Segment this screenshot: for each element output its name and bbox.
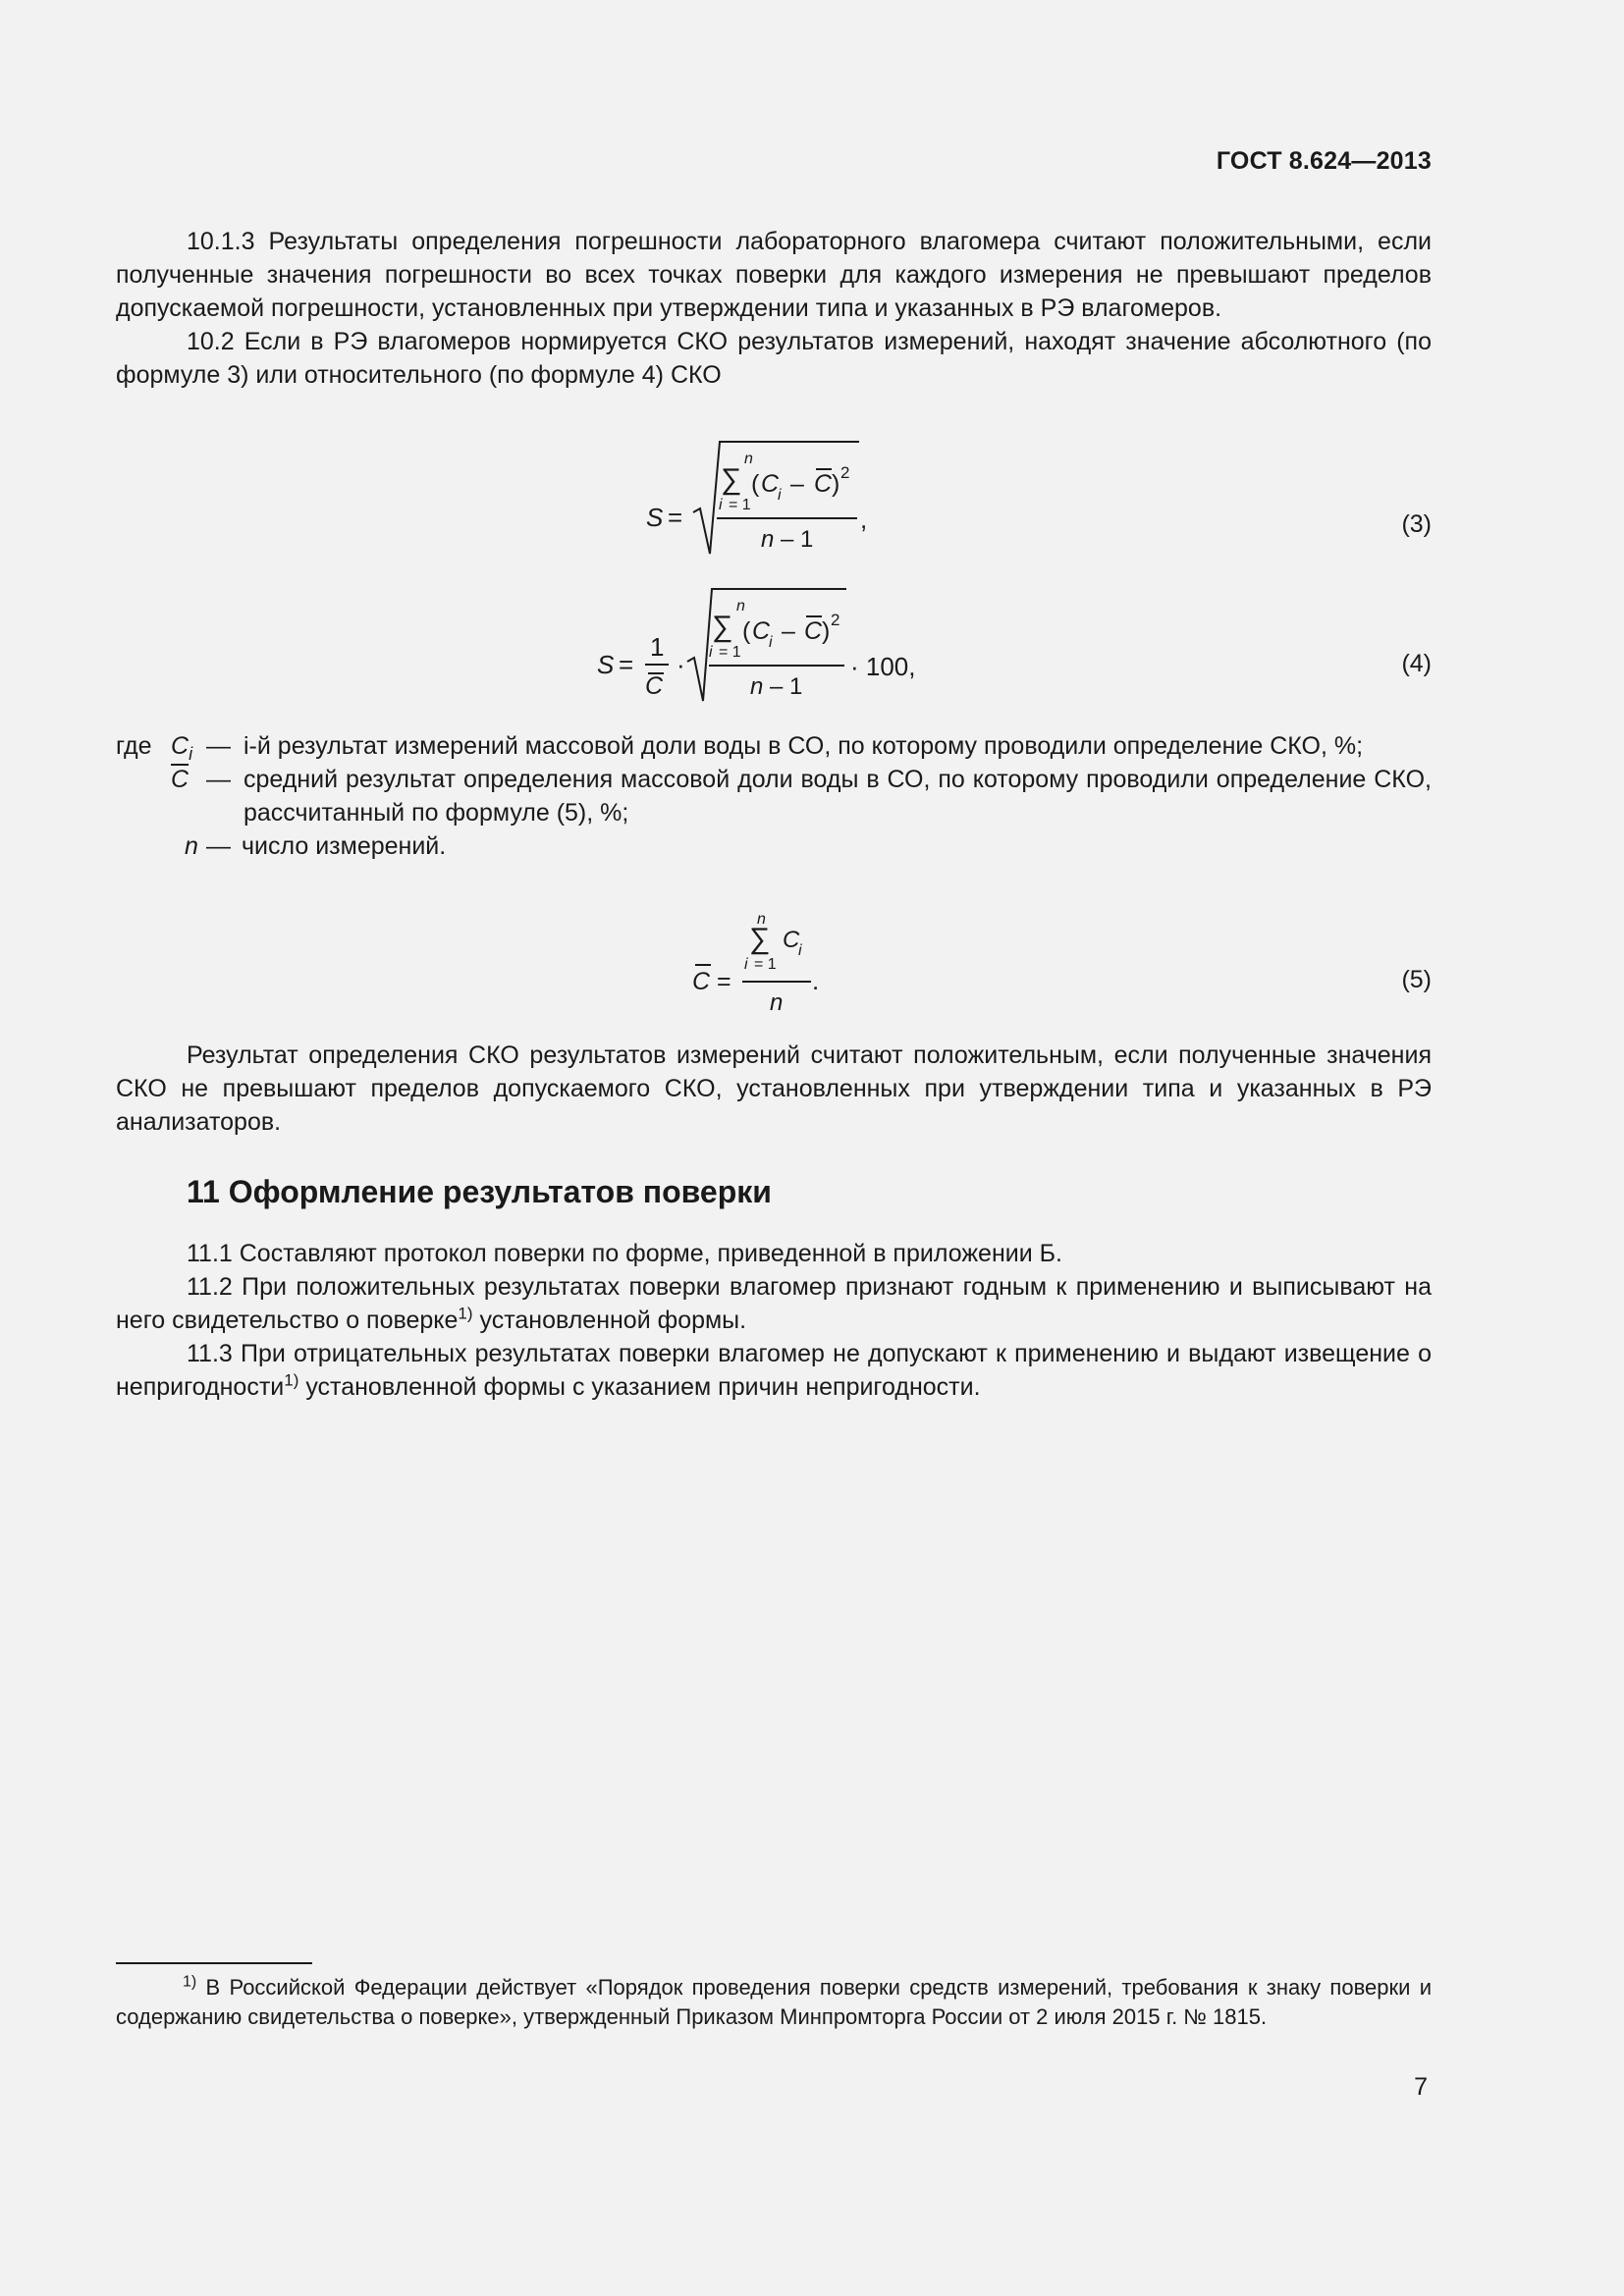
svg-text:– 1: – 1 (781, 526, 814, 553)
footnote-ref[interactable]: 1) (458, 1304, 473, 1323)
svg-text:=: = (619, 650, 634, 679)
svg-text:i: i (719, 497, 723, 513)
symbol-c-mean: $\overline{C}$ (171, 766, 189, 793)
dash: — (206, 732, 231, 760)
svg-text:2: 2 (831, 611, 840, 629)
where-prefix: где (116, 732, 152, 760)
svg-text:2: 2 (840, 463, 850, 482)
svg-text:i: i (769, 634, 773, 651)
svg-text:): ) (822, 617, 831, 645)
symbol-ci: $C_i$ (171, 732, 193, 764)
dash: — (206, 766, 231, 793)
footnote-divider (116, 1962, 312, 1964)
paragraph-result-wrap (116, 1039, 1432, 1139)
dash: — (206, 832, 231, 860)
footnote-ref[interactable]: 1) (284, 1370, 299, 1390)
svg-text:(: ( (751, 470, 760, 498)
document-code: ГОСТ 8.624—2013 (1216, 147, 1432, 175)
paragraph-10-1-3: 10.1.3 Результаты определения погрешности лабораторного влагомера считают положительными, если полученные значения погрешности во всех точках поверки для каждого измерения не превышают пределов допускаемой погрешности, установленных при утверждении типа и указанных в РЭ влагомеров. (116, 228, 1432, 322)
paragraphs-11 (116, 1237, 1432, 1404)
svg-text:C: C (645, 672, 664, 700)
svg-text:=: = (668, 503, 683, 532)
section-11-title: 11 Оформление результатов поверки (187, 1174, 772, 1209)
svg-text:C: C (752, 617, 771, 645)
svg-text:n: n (750, 673, 764, 700)
svg-text:(: ( (742, 617, 751, 645)
svg-text:i: i (798, 942, 802, 959)
formula-3 (0, 432, 1624, 569)
where-desc-ci: i-й результат измерений массовой доли воды в СО, по которому проводили определение СКО, %; (244, 732, 1364, 760)
footnote-text: В Российской Федерации действует «Порядок проведения поверки средств измерений, требования к знаку поверки и содержанию свидетельства о поверке», утвержденный Приказом Минпромторга России от 2 июля 2015 г. № 1815. (116, 1975, 1432, 2029)
svg-text:S: S (646, 503, 664, 532)
svg-text:C: C (804, 617, 823, 645)
formula-5 (0, 903, 1624, 1021)
svg-text:∑: ∑ (712, 611, 733, 643)
svg-text:,: , (860, 505, 868, 534)
svg-text:C: C (814, 470, 833, 498)
svg-text:i: i (744, 956, 748, 973)
svg-text:.: . (812, 966, 820, 995)
where-item-ci (116, 729, 1432, 763)
formula-4 (0, 579, 1624, 717)
svg-text:n: n (761, 526, 775, 553)
paragraphs-10 (116, 225, 1432, 392)
formula-4-number: (4) (1401, 650, 1432, 677)
symbol-n: n (185, 832, 198, 860)
svg-text:·: · (677, 650, 685, 679)
footnote-mark: 1) (183, 1973, 197, 1991)
formula-4-graphic (0, 579, 1624, 717)
page-number: 7 (1414, 2073, 1428, 2101)
paragraph-result: Результат определения СКО результатов измерений считают положительным, если полученные значения СКО не превышают пределов допускаемого СКО, установленных при утверждении типа и указанных в РЭ анализаторов. (116, 1041, 1432, 1136)
svg-text:1: 1 (650, 632, 665, 662)
svg-text:= 1: = 1 (729, 497, 751, 513)
svg-text:∑: ∑ (749, 923, 771, 955)
svg-text:i: i (778, 487, 782, 504)
paragraph-11-1: 11.1 Составляют протокол поверки по форме, приведенной в приложении Б. (187, 1240, 1062, 1267)
footnote (116, 1973, 1432, 2032)
svg-text:–: – (790, 470, 804, 498)
formula-3-graphic (0, 432, 1624, 569)
svg-text:S: S (597, 650, 615, 679)
svg-text:· 100,: · 100, (850, 652, 916, 681)
paragraph-10-2: 10.2 Если в РЭ влагомеров нормируется СКО результатов измерений, находят значение абсолютного (по формуле 3) или относительного (по формуле 4) СКО (116, 328, 1432, 389)
svg-text:): ) (832, 470, 840, 498)
svg-text:C: C (761, 470, 780, 498)
formula-5-graphic (0, 903, 1624, 1021)
where-item-n (116, 829, 1432, 863)
svg-text:– 1: – 1 (770, 673, 803, 700)
svg-text:= 1: = 1 (754, 956, 777, 973)
formula-5-number: (5) (1401, 966, 1432, 993)
svg-text:n: n (757, 911, 766, 928)
svg-text:∑: ∑ (721, 463, 742, 496)
formula-3-number: (3) (1401, 510, 1432, 538)
svg-text:= 1: = 1 (719, 644, 741, 661)
where-item-cmean (116, 763, 1432, 829)
svg-text:n: n (770, 989, 784, 1016)
where-desc-n: число измерений. (242, 832, 447, 860)
svg-text:C: C (783, 927, 800, 953)
svg-text:n: n (744, 451, 753, 467)
svg-text:=: = (717, 968, 731, 995)
svg-text:C: C (692, 968, 711, 995)
paragraph-11-2: 11.2 При положительных результатах поверки влагомер признают годным к применению и выписывают на него свидетельство о поверке$^{1)}$ установленной формы. (116, 1273, 1432, 1334)
paragraph-11-3: 11.3 При отрицательных результатах поверки влагомер не допускают к применению и выдают извещение о непригодности$^{1)}$ установленной формы с указанием причин непригодности. (116, 1340, 1432, 1401)
where-list (116, 729, 1432, 863)
svg-text:–: – (782, 617, 795, 645)
svg-text:i: i (709, 644, 713, 661)
where-desc-cmean: средний результат определения массовой доли воды в СО, по которому проводили определение СКО, рассчитанный по формуле (5), %; (244, 766, 1432, 827)
svg-text:n: n (736, 598, 745, 614)
